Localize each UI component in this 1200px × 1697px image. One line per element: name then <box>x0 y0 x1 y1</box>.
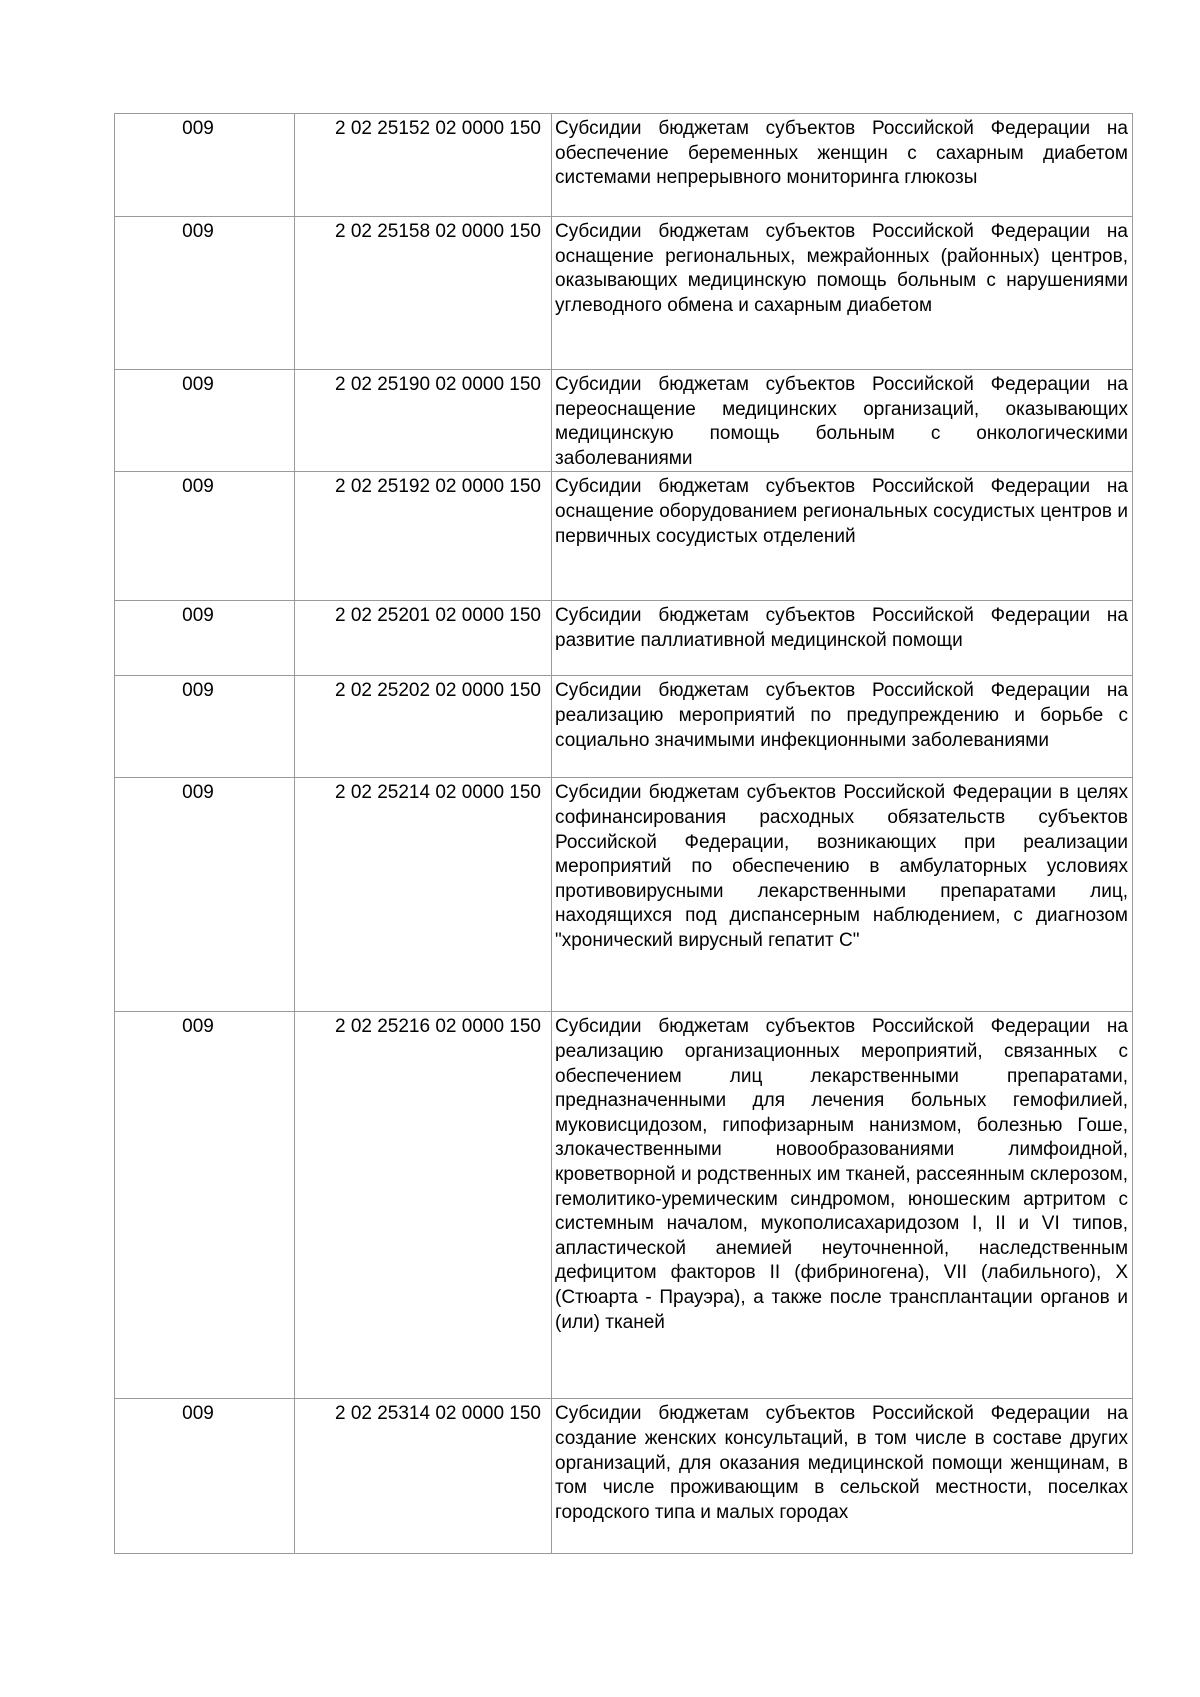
admin-code-cell: 009 <box>115 778 295 1012</box>
revenue-name-cell: Субсидии бюджетам субъектов Российской Федерации на оснащение оборудованием региональных сосудистых центров и первичных сосудистых отделений <box>552 472 1133 601</box>
budget-classification-code-cell: 2 02 25216 02 0000 150 <box>295 1012 552 1399</box>
table-row <box>115 601 1133 676</box>
revenue-name-cell: Субсидии бюджетам субъектов Российской Федерации на реализацию мероприятий по предупреждению и борьбе с социально значимыми инфекционными заболеваниями <box>552 676 1133 778</box>
revenue-name-cell: Субсидии бюджетам субъектов Российской Федерации на переоснащение медицинских организаций, оказывающих медицинскую помощь больным с онкологическими заболеваниями <box>552 370 1133 472</box>
budget-classification-code-cell: 2 02 25190 02 0000 150 <box>295 370 552 472</box>
budget-classification-code-cell: 2 02 25192 02 0000 150 <box>295 472 552 601</box>
budget-revenue-codes-table <box>114 113 1133 1554</box>
table-row <box>115 472 1133 601</box>
admin-code-cell: 009 <box>115 1399 295 1554</box>
admin-code-cell: 009 <box>115 472 295 601</box>
budget-classification-code-cell: 2 02 25202 02 0000 150 <box>295 676 552 778</box>
admin-code-cell: 009 <box>115 217 295 370</box>
table-row <box>115 114 1133 217</box>
admin-code-cell: 009 <box>115 1012 295 1399</box>
budget-classification-code-cell: 2 02 25201 02 0000 150 <box>295 601 552 676</box>
revenue-name-cell: Субсидии бюджетам субъектов Российской Федерации в целях софинансирования расходных обязательств субъектов Российской Федерации, возникающих при реализации мероприятий по обеспечению в амбулаторных условиях противовирусными лекарственными препаратами лиц, находящихся под диспансерным наблюдением, с диагнозом "хронический вирусный гепатит С" <box>552 778 1133 1012</box>
admin-code-cell: 009 <box>115 676 295 778</box>
budget-classification-code-cell: 2 02 25314 02 0000 150 <box>295 1399 552 1554</box>
budget-classification-code-cell: 2 02 25158 02 0000 150 <box>295 217 552 370</box>
revenue-name-cell: Субсидии бюджетам субъектов Российской Федерации на оснащение региональных, межрайонных (районных) центров, оказывающих медицинскую помощь больным с нарушениями углеводного обмена и сахарным диабетом <box>552 217 1133 370</box>
revenue-name-cell: Субсидии бюджетам субъектов Российской Федерации на создание женских консультаций, в том числе в составе других организаций, для оказания медицинской помощи женщинам, в том числе проживающим в сельской местности, поселках городского типа и малых городах <box>552 1399 1133 1554</box>
budget-classification-code-cell: 2 02 25214 02 0000 150 <box>295 778 552 1012</box>
revenue-name-cell: Субсидии бюджетам субъектов Российской Федерации на развитие паллиативной медицинской помощи <box>552 601 1133 676</box>
table-row <box>115 676 1133 778</box>
table-row <box>115 217 1133 370</box>
admin-code-cell: 009 <box>115 370 295 472</box>
table-row <box>115 1399 1133 1554</box>
table-row <box>115 778 1133 1012</box>
budget-classification-code-cell: 2 02 25152 02 0000 150 <box>295 114 552 217</box>
table-row <box>115 370 1133 472</box>
revenue-name-cell: Субсидии бюджетам субъектов Российской Федерации на обеспечение беременных женщин с сахарным диабетом системами непрерывного мониторинга глюкозы <box>552 114 1133 217</box>
revenue-name-cell: Субсидии бюджетам субъектов Российской Федерации на реализацию организационных мероприятий, связанных с обеспечением лиц лекарственными препаратами, предназначенными для лечения больных гемофилией, муковисцидозом, гипофизарным нанизмом, болезнью Гоше, злокачественными новообразованиями лимфоидной, кроветворной и родственных им тканей, рассеянным склерозом, гемолитико-уремическим синдромом, юношеским артритом с системным началом, мукополисахаридозом I, II и VI типов, апластической анемией неуточненной, наследственным дефицитом факторов II (фибриногена), VII (лабильного), X (Стюарта - Прауэра), а также после трансплантации органов и (или) тканей <box>552 1012 1133 1399</box>
admin-code-cell: 009 <box>115 601 295 676</box>
table-row <box>115 1012 1133 1399</box>
admin-code-cell: 009 <box>115 114 295 217</box>
